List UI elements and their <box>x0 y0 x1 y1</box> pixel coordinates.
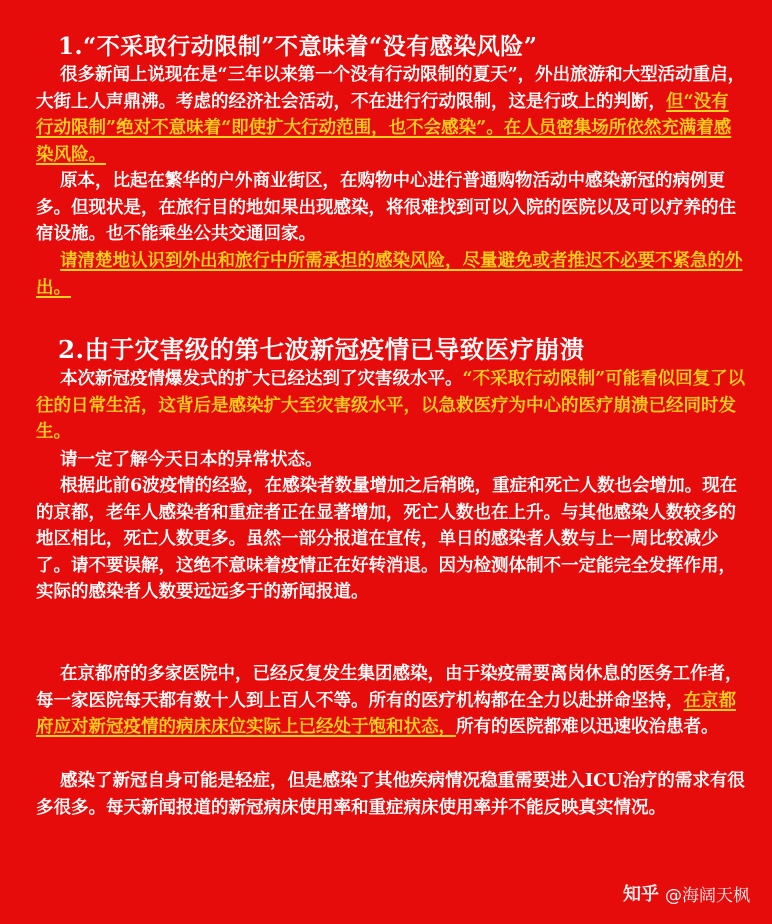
section-2-paragraph-4 <box>36 661 746 741</box>
section-2-p4-highlight: 在京都府应对新冠疫情的病床床位实际上已经处于饱和状态， <box>36 690 736 737</box>
section-2-heading: 2.由于灾害级的第七波新冠疫情已导致医疗崩溃 <box>58 335 585 364</box>
section-2-paragraph-3: 根据此前6波疫情的经验，在感染者数量增加之后稍晚，重症和死亡人数也会增加。现在的京都，老年人感染者和重症者正在显著增加，死亡人数也在上升。与其他感染人数较多的地区相比，死亡人数更多。虽然一部分报道在宣传，单日的感染者人数与上一周比较减少了。请不要误解，这绝不意味着疫情正在好转消退。因为检测体制不一定能完全发挥作用，实际的感染者人数要远远多于的新闻报道。 <box>36 476 738 602</box>
section-1-heading: 1.“不采取行动限制”不意味着“没有感染风险” <box>58 33 538 60</box>
section-2-paragraph-5: 感染了新冠自身可能是轻症，但是感染了其他疾病情况稳重需要进入ICU治疗的需求有很多很多。每天新闻报道的新冠病床使用率和重症病床使用率并不能反映真实情况。 <box>36 771 745 818</box>
watermark-author: @海阔天枫 <box>665 885 750 906</box>
section-2-paragraph-1 <box>36 366 746 446</box>
zhihu-watermark <box>623 880 750 906</box>
zhihu-logo: 知乎 <box>623 884 659 905</box>
section-2-paragraph-2: 请一定了解今天日本的异常状态。 <box>60 450 323 470</box>
section-1-paragraph-3 <box>36 248 746 301</box>
section-1-p3-highlight: 请清楚地认识到外出和旅行中所需承担的感染风险，尽量避免或者推迟不必要不紧急的外出。 <box>36 251 743 298</box>
section-2-p4-text-a: 在京都府的多家医院中，已经反复发生集团感染，由于染疫需要离岗休息的医务工作者，每一家医院每天都有数十人到上百人不等。所有的医疗机构都在全力以赴拼命坚持， <box>36 664 743 711</box>
section-2-p1-text: 本次新冠疫情爆发式的扩大已经达到了灾害级水平。 <box>60 369 463 389</box>
section-2-p4-text-b: 所有的医院都难以迅速收治患者。 <box>456 717 719 737</box>
section-1-paragraph-2: 原本，比起在繁华的户外商业街区，在购物中心进行普通购物活动中感染新冠的病例更多。但现状是，在旅行目的地如果出现感染，将很难找到可以入院的医院以及可以疗养的住宿设施。也不能乘坐公共交通回家。 <box>36 171 736 244</box>
section-1-p1-text: 很多新闻上说现在是“三年以来第一个没有行动限制的夏天”，外出旅游和大型活动重启，大街上人声鼎沸。考虑的经济社会活动，不在进行行动限制，这是行政上的判断， <box>36 65 746 112</box>
section-2-p1-highlight: “不采取行动限制”可能看似回复了以往的日常生活，这背后是感染扩大至灾害级水平，以急救医疗为中心的医疗崩溃已经同时发生。 <box>36 369 746 442</box>
section-1-p1-highlight: 但“没有行动限制”绝对不意味着“即使扩大行动范围，也不会感染”。在人员密集场所依然充满着感染风险。 <box>36 91 732 165</box>
section-1-paragraph-1 <box>36 62 746 168</box>
